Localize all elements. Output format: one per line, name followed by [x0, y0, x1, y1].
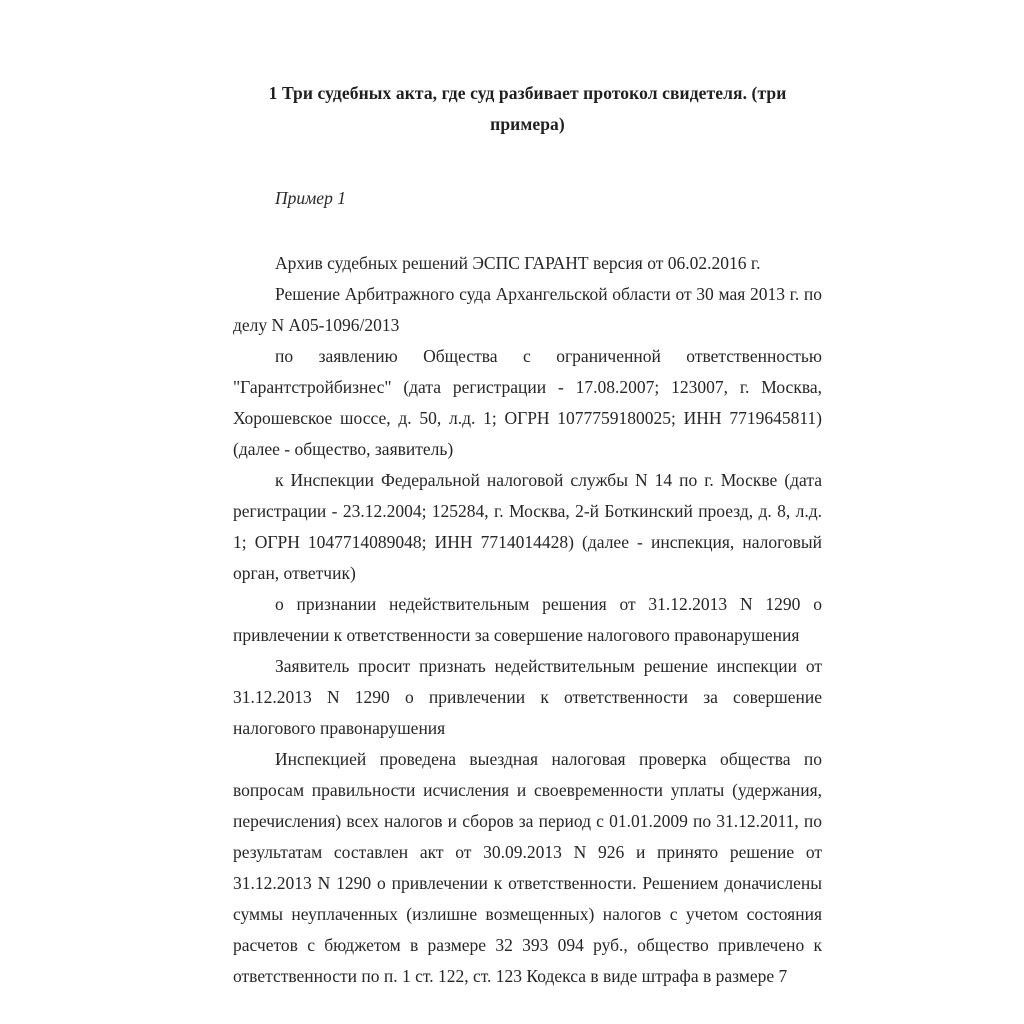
paragraph-applicant-request: Заявитель просит признать недействительным решение инспекции от 31.12.2013 N 1290 о привлечении к ответственности за совершение налогового правонарушения — [233, 656, 822, 738]
paragraph-archive-source: Архив судебных решений ЭСПС ГАРАНТ версия от 06.02.2016 г. — [275, 253, 761, 273]
example-label: Пример 1 — [275, 188, 346, 208]
paragraph-respondent-details: к Инспекции Федеральной налоговой службы N 14 по г. Москве (дата регистрации - 23.12.2004; 125284, г. Москва, 2-й Боткинский проезд, д. 8, л.д. 1; ОГРН 1047714089048; ИНН 7714014428) (далее - инспекция, налоговый орган, ответчик) — [233, 470, 822, 583]
paragraph-applicant-details: по заявлению Общества с ограниченной ответственностью "Гарантстройбизнес" (дата регистрации - 17.08.2007; 123007, г. Москва, Хорошевское шоссе, д. 50, л.д. 1; ОГРН 1077759180025; ИНН 7719645811) (далее - общество, заявитель) — [233, 346, 822, 459]
page-title-line-2: примера) — [490, 114, 565, 134]
document-body — [233, 214, 822, 992]
paragraph-court-decision-reference: Решение Арбитражного суда Архангельской области от 30 мая 2013 г. по делу N А05-1096/2013 — [233, 284, 822, 335]
paragraph-claim-subject: о признании недействительным решения от 31.12.2013 N 1290 о привлечении к ответственности за совершение налогового правонарушения — [233, 594, 822, 645]
page-title — [233, 0, 822, 140]
page-title-line-1: 1 Три судебных акта, где суд разбивает протокол свидетеля. (три — [268, 83, 787, 103]
document-text-column — [233, 0, 822, 992]
paragraph-tax-audit-findings: Инспекцией проведена выездная налоговая проверка общества по вопросам правильности исчисления и своевременности уплаты (удержания, перечисления) всех налогов и сборов за период с 01.01.2009 по 31.12.2011, по результатам составлен акт от 30.09.2013 N 926 и принято решение от 31.12.2013 N 1290 о привлечении к ответственности. Решением доначислены суммы неуплаченных (излишне возмещенных) налогов с учетом состояния расчетов с бюджетом в размере 32 393 094 руб., общество привлечено к ответственности по п. 1 ст. 122, ст. 123 Кодекса в виде штрафа в размере 7 — [233, 749, 822, 986]
